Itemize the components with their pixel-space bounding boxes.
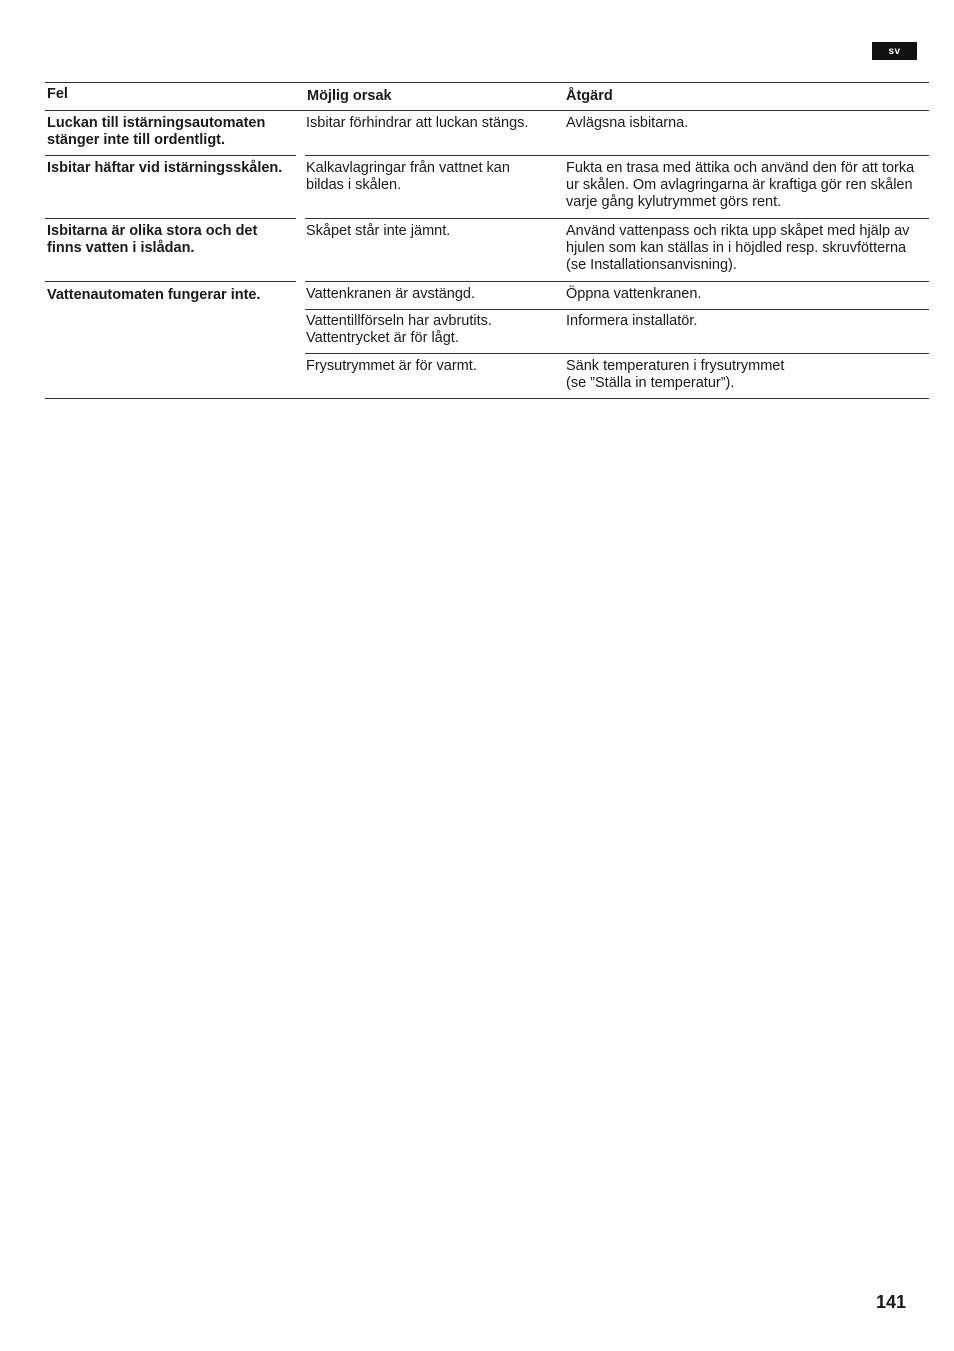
header-fault: Fel — [47, 86, 68, 102]
table-row-cause: Skåpet står inte jämnt. — [306, 223, 451, 239]
table-row-remedy: Fukta en trasa med ättika och använd den för att torka ur skålen. Om avlagringarna är kraftiga gör ren skålen varje gång kylutrymmet görs rent. — [566, 160, 915, 210]
header-cause: Möjlig orsak — [307, 88, 392, 104]
table-top-rule — [45, 82, 929, 83]
row-rule — [305, 309, 929, 310]
table-row-fault: Luckan till istärningsautomaten stänger inte till ordentligt. — [47, 115, 266, 148]
table-row-cause: Vattentillförseln har avbrutits. Vattentrycket är för lågt. — [306, 313, 492, 346]
row-rule — [305, 155, 929, 156]
language-badge: sv — [872, 42, 917, 60]
table-row-fault: Vattenautomaten fungerar inte. — [47, 287, 261, 303]
table-row-remedy: Sänk temperaturen i frysutrymmet (se ”Ställa in temperatur”). — [566, 358, 785, 391]
table-row-remedy: Avlägsna isbitarna. — [566, 115, 689, 131]
table-row-cause: Isbitar förhindrar att luckan stängs. — [306, 115, 529, 131]
table-row-fault: Isbitarna är olika stora och det finns vatten i islådan. — [47, 223, 258, 256]
page-number: 141 — [875, 1292, 906, 1312]
row-rule — [45, 281, 296, 282]
table-row-fault: Isbitar häftar vid istärningsskålen. — [47, 160, 283, 176]
row-rule — [305, 353, 929, 354]
row-rule — [305, 281, 929, 282]
row-rule — [305, 218, 929, 219]
table-row-remedy: Informera installatör. — [566, 313, 698, 329]
table-row-cause: Kalkavlagringar från vattnet kan bildas i skålen. — [306, 160, 510, 193]
row-rule — [45, 218, 296, 219]
row-rule — [45, 155, 296, 156]
header-remedy: Åtgärd — [566, 88, 613, 104]
table-row-cause: Frysutrymmet är för varmt. — [306, 358, 477, 374]
table-row-remedy: Öppna vattenkranen. — [566, 286, 702, 302]
table-bottom-rule — [45, 398, 929, 399]
table-row-cause: Vattenkranen är avstängd. — [306, 286, 476, 302]
table-row-remedy: Använd vattenpass och rikta upp skåpet med hjälp av hjulen som kan ställas in i höjdled resp. skruvfötterna (se Installationsanvisning). — [566, 223, 910, 273]
header-rule — [45, 110, 929, 111]
